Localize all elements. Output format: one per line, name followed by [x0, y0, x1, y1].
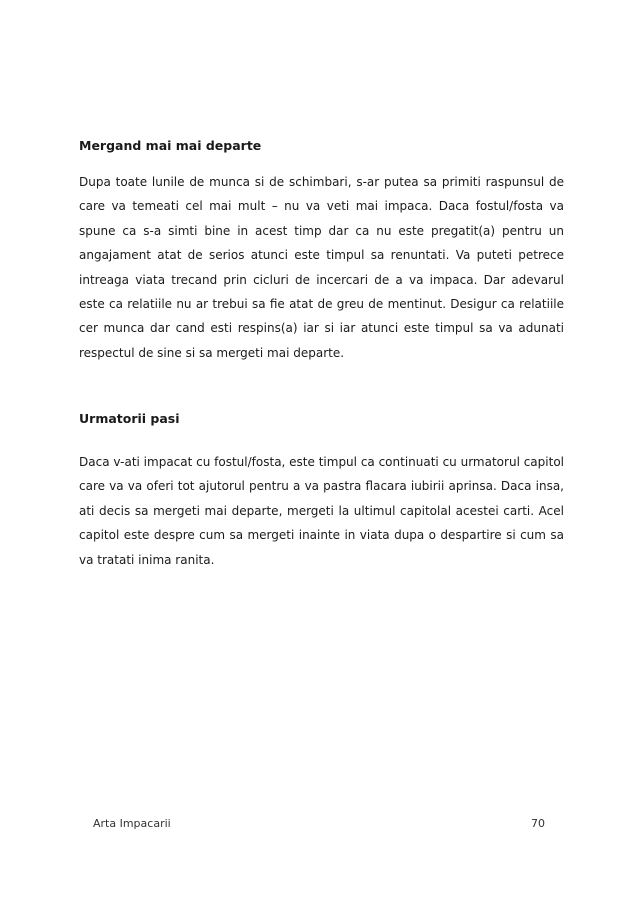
footer-page-number: 70 [531, 817, 545, 830]
section-heading-moving-on: Mergand mai mai departe [79, 138, 262, 153]
footer-book-title: Arta Impacarii [93, 817, 171, 830]
section-heading-next-steps: Urmatorii pasi [79, 411, 180, 426]
section-paragraph-next-steps: Daca v-ati impacat cu fostul/fosta, este timpul ca continuati cu urmatorul capitol care va va oferi tot ajutorul pentru a va pastra flacara iubirii aprinsa. Daca insa, ati decis sa mergeti mai departe, mergeti la ultimul capitolal acestei carti. Acel capitol este despre cum sa mergeti inainte in viata dupa o despartire si cum sa va tratati inima ranita. [79, 455, 564, 567]
section-paragraph-moving-on: Dupa toate lunile de munca si de schimbari, s-ar putea sa primiti raspunsul de care va temeati cel mai mult – nu va veti mai impaca. Daca fostul/fosta va spune ca s-a simti bine in acest timp dar ca nu este pregatit(a) pentru un angajament atat de serios atunci este timpul sa renuntati. Va puteti petrece intreaga viata trecand prin cicluri de incercari de a va impaca. Dar adevarul este ca relatiile nu ar trebui sa fie atat de greu de mentinut. Desigur ca relatiile cer munca dar cand esti respins(a) iar si iar atunci este timpul sa va adunati respectul de sine si sa mergeti mai departe. [79, 175, 564, 360]
